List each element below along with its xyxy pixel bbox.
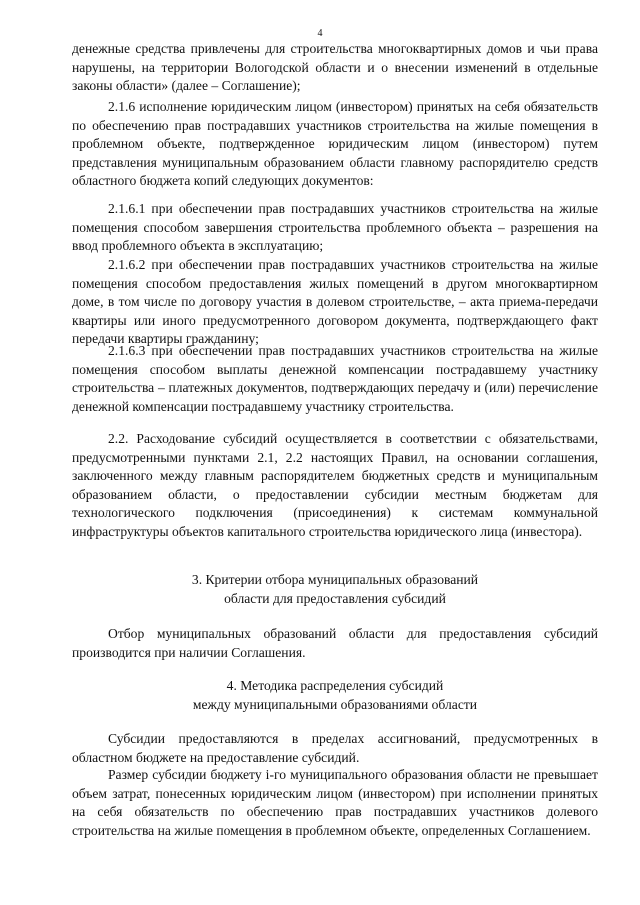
- page-number: 4: [317, 28, 323, 39]
- paragraph-section-3: Отбор муниципальных образований области для предоставления субсидий производится при наличии Соглашения.: [72, 626, 598, 660]
- paragraph-intro: денежные средства привлечены для строительства многоквартирных домов и чьи права нарушены, на территории Вологодской области и о внесении изменений в отдельные законы области» (далее – Соглашение);: [72, 41, 598, 94]
- paragraph-section-4-b: Размер субсидии бюджету i-го муниципального образования области не превышает объем затрат, понесенных юридическим лицом (инвестором) при исполнении принятых на себя обязательств по обеспечению прав пострадавших участников долевого строительства на жилые помещения в проблемном объекте, определенных Соглашением.: [72, 767, 598, 838]
- section-3-heading-line2: области для предоставления субсидий: [224, 590, 446, 606]
- section-4-heading-line1: 4. Методика распределения субсидий: [226, 678, 444, 693]
- section-3-heading-line1: 3. Критерии отбора муниципальных образований: [191, 572, 479, 587]
- section-3-heading: [72, 571, 598, 608]
- section-4-heading-line2: между муниципальными образованиями области: [192, 696, 478, 712]
- paragraph-2-1-6-1: 2.1.6.1 при обеспечении прав пострадавших участников строительства на жилые помещения способом завершения строительства проблемного объекта – разрешения на ввод проблемного объекта в эксплуатацию;: [72, 201, 598, 254]
- paragraph-2-2: 2.2. Расходование субсидий осуществляется в соответствии с обязательствами, предусмотренными пунктами 2.1, 2.2 настоящих Правил, на основании соглашения, заключенного между главным распорядителем бюджетных средств и муниципальным образованием области, о предоставлении субсидии местным бюджетам для технологического подключения (присоединения) к системам коммунальной инфраструктуры объектов капитального строительства юридического лица (инвестора).: [72, 431, 598, 539]
- paragraph-2-1-6-3: 2.1.6.3 при обеспечении прав пострадавших участников строительства на жилые помещения способом выплаты денежной компенсации пострадавшему участнику строительства – платежных документов, подтверждающих передачу и (или) перечисление денежной компенсации пострадавшему участнику строительства.: [72, 343, 598, 414]
- paragraph-section-4-a: Субсидии предоставляются в пределах ассигнований, предусмотренных в областном бюджете на предоставление субсидий.: [72, 731, 598, 765]
- section-4-heading: [72, 677, 598, 714]
- paragraph-2-1-6: 2.1.6 исполнение юридическим лицом (инвестором) принятых на себя обязательств по обеспечению прав пострадавших участников строительства на жилые помещения в проблемном объекте, подтвержденное юридическим лицом (инвестором) путем представления муниципальным образованием области главному распорядителю средств областного бюджета копий следующих документов:: [72, 99, 598, 189]
- paragraph-2-1-6-2: 2.1.6.2 при обеспечении прав пострадавших участников строительства на жилые помещения способом предоставления жилых помещений в другом многоквартирном доме, в том числе по договору участия в долевом строительстве, – акта приема-передачи квартиры или иного предусмотренного договором документа, подтверждающего факт передачи квартиры гражданину;: [72, 257, 598, 347]
